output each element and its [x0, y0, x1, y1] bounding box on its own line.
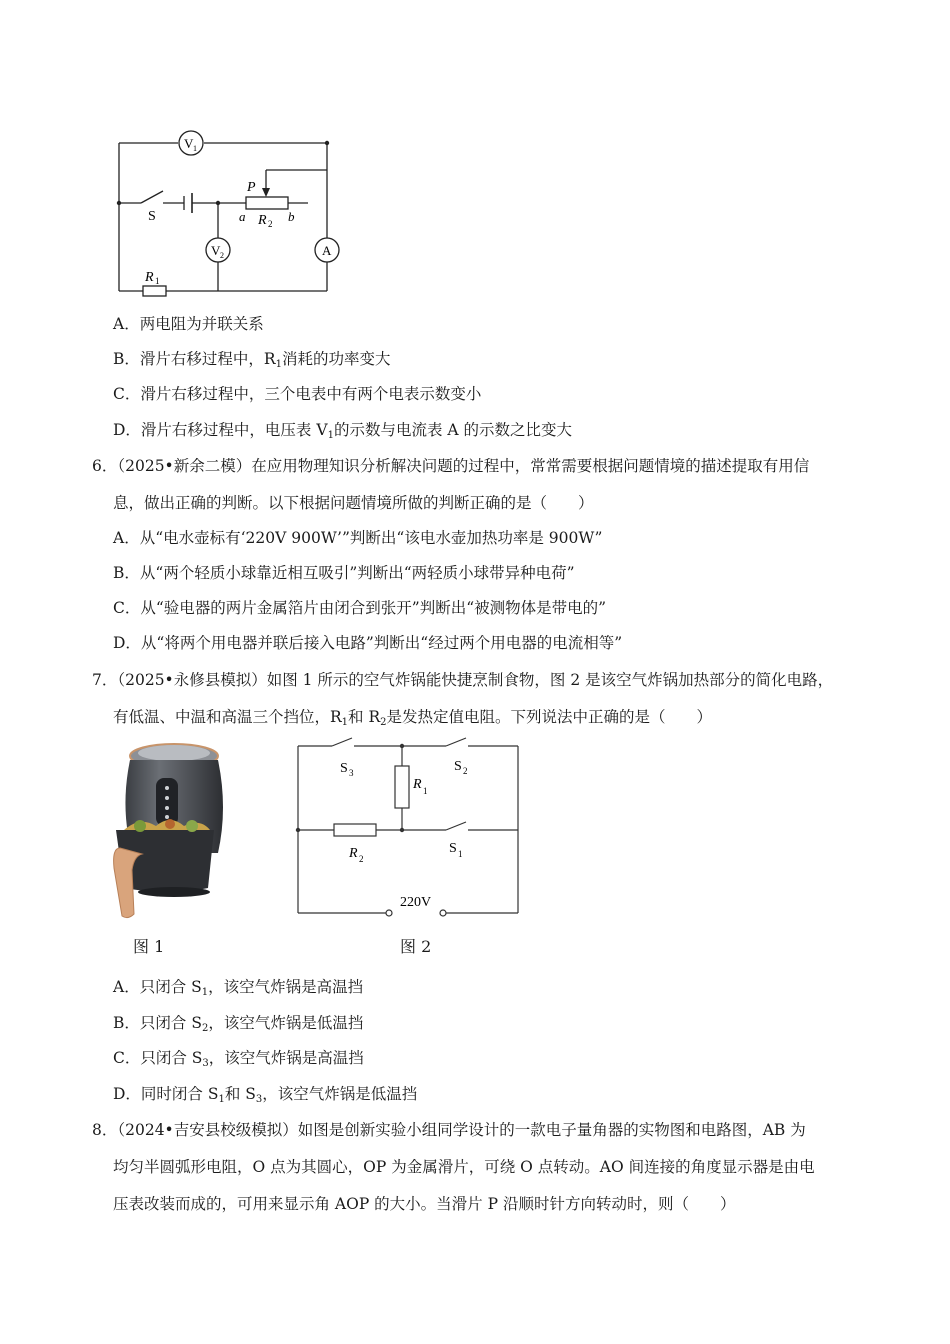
- q7-l2-b: 和 R: [348, 708, 381, 726]
- v2-label: V: [211, 243, 221, 258]
- q5-option-a-text: A．两电阻为并联关系: [113, 315, 264, 333]
- r2-sub: 2: [268, 219, 273, 229]
- q7-b-post: ，该空气炸锅是低温挡: [208, 1014, 364, 1032]
- s2-sub: 2: [463, 766, 468, 776]
- r2-label: R: [258, 213, 267, 228]
- ammeter-label: A: [322, 243, 332, 258]
- q5-circuit-diagram: [108, 128, 343, 300]
- q7-b-sub: 2: [201, 1023, 209, 1034]
- q8-stem-line1: 8．（2024•吉安县校级模拟）如图是创新实验小组同学设计的一款电子量角器的实物图和电路图，AB 为: [92, 1121, 806, 1139]
- q7-stem-line2: [113, 705, 712, 727]
- q5-option-d: [113, 418, 572, 440]
- fig2-caption: 图 2: [400, 937, 432, 956]
- q7-option-a: [113, 975, 363, 997]
- q5-d-post: 的示数与电流表 A 的示数之比变大: [333, 421, 572, 439]
- q7-option-c: [113, 1046, 364, 1068]
- q7-d-sub1: 1: [218, 1094, 225, 1105]
- q7-option-b: [113, 1011, 363, 1033]
- q7-l2-s2: 2: [380, 717, 387, 728]
- q7-a-post: ，该空气炸锅是高温挡: [208, 978, 364, 996]
- q6-stem-line2: 息，做出正确的判断。以下根据问题情境所做的判断正确的是（ ）: [113, 494, 594, 512]
- air-fryer-illustration: [110, 738, 235, 920]
- r2-label: R: [349, 846, 358, 861]
- s1-sub: 1: [458, 849, 463, 859]
- q7-option-d: [113, 1082, 417, 1104]
- s1-label: S: [449, 841, 457, 856]
- q7-stem-line1: 7．（2025•永修县模拟）如图 1 所示的空气炸锅能快捷烹制食物，图 2 是该空气炸锅加热部分的简化电路，: [92, 671, 834, 689]
- q6-stem-line1: 6．（2025•新余二模）在应用物理知识分析解决问题的过程中，常常需要根据问题情境的描述提取有用信: [92, 457, 810, 475]
- q7-d-pre: D．同时闭合 S: [113, 1085, 219, 1103]
- q7-l2-c: 是发热定值电阻。下列说法中正确的是（ ）: [386, 708, 713, 726]
- q6-option-a: A．从“电水壶标有‘220V 900W’”判断出“该电水壶加热功率是 900W”: [113, 529, 603, 547]
- switch-label: S: [148, 209, 156, 224]
- r1-sub: 1: [423, 786, 428, 796]
- q5-option-c-text: C．滑片右移过程中，三个电表中有两个电表示数变小: [113, 385, 482, 403]
- q8-stem-line3: 压表改装而成的，可用来显示角 AOP 的大小。当滑片 P 沿顺时针方向转动时，则（ ）: [113, 1195, 736, 1213]
- q7-c-pre: C．只闭合 S: [113, 1049, 203, 1067]
- voltage-label: 220V: [400, 895, 432, 910]
- q7-d-post: ，该空气炸锅是低温挡: [262, 1085, 418, 1103]
- q5-b-post: 消耗的功率变大: [281, 350, 391, 368]
- r1-label: R: [145, 270, 154, 285]
- q7-d-mid: 和 S: [224, 1085, 256, 1103]
- slider-p-label: P: [247, 180, 256, 195]
- v1-sub: 1: [193, 144, 197, 153]
- q7-c-post: ，该空气炸锅是高温挡: [208, 1049, 364, 1067]
- end-a-label: a: [239, 209, 246, 224]
- s2-label: S: [454, 759, 462, 774]
- s3-label: S: [340, 761, 348, 776]
- q7-l2-s1: 1: [341, 717, 349, 728]
- q5-d-sub: 1: [327, 430, 334, 441]
- r2-sub: 2: [359, 854, 364, 864]
- r1-label: R: [413, 777, 422, 792]
- v2-sub: 2: [220, 251, 224, 260]
- q5-b-sub: 1: [275, 359, 282, 370]
- q5-d-pre: D．滑片右移过程中，电压表 V: [113, 421, 328, 439]
- q7-l2-a: 有低温、中温和高温三个挡位，R: [113, 708, 342, 726]
- q5-b-pre: B．滑片右移过程中，R: [113, 350, 276, 368]
- q8-stem-line2: 均匀半圆弧形电阻，O 点为其圆心，OP 为金属滑片，可绕 O 点转动。AO 间连接的角度显示器是由电: [113, 1158, 815, 1176]
- r1-sub: 1: [155, 276, 160, 286]
- s3-sub: 3: [349, 768, 354, 778]
- q7-d-sub2: 3: [255, 1094, 263, 1105]
- q7-c-sub: 3: [202, 1058, 209, 1069]
- v1-label: V: [184, 136, 194, 151]
- q5-option-a: [113, 312, 264, 334]
- q5-option-c: [113, 382, 481, 404]
- q7-b-pre: B．只闭合 S: [113, 1014, 202, 1032]
- q5-option-b: [113, 347, 390, 369]
- q6-option-d: D．从“将两个用电器并联后接入电路”判断出“经过两个用电器的电流相等”: [113, 634, 623, 652]
- q7-a-sub: 1: [201, 987, 209, 998]
- q6-option-c: C．从“验电器的两片金属箔片由闭合到张开”判断出“被测物体是带电的”: [113, 599, 607, 617]
- q7-a-pre: A．只闭合 S: [113, 978, 202, 996]
- fig1-caption: 图 1: [133, 937, 165, 956]
- end-b-label: b: [288, 209, 295, 224]
- air-fryer-circuit-diagram: [292, 736, 524, 922]
- q6-option-b: B．从“两个轻质小球靠近相互吸引”判断出“两轻质小球带异种电荷”: [113, 564, 575, 582]
